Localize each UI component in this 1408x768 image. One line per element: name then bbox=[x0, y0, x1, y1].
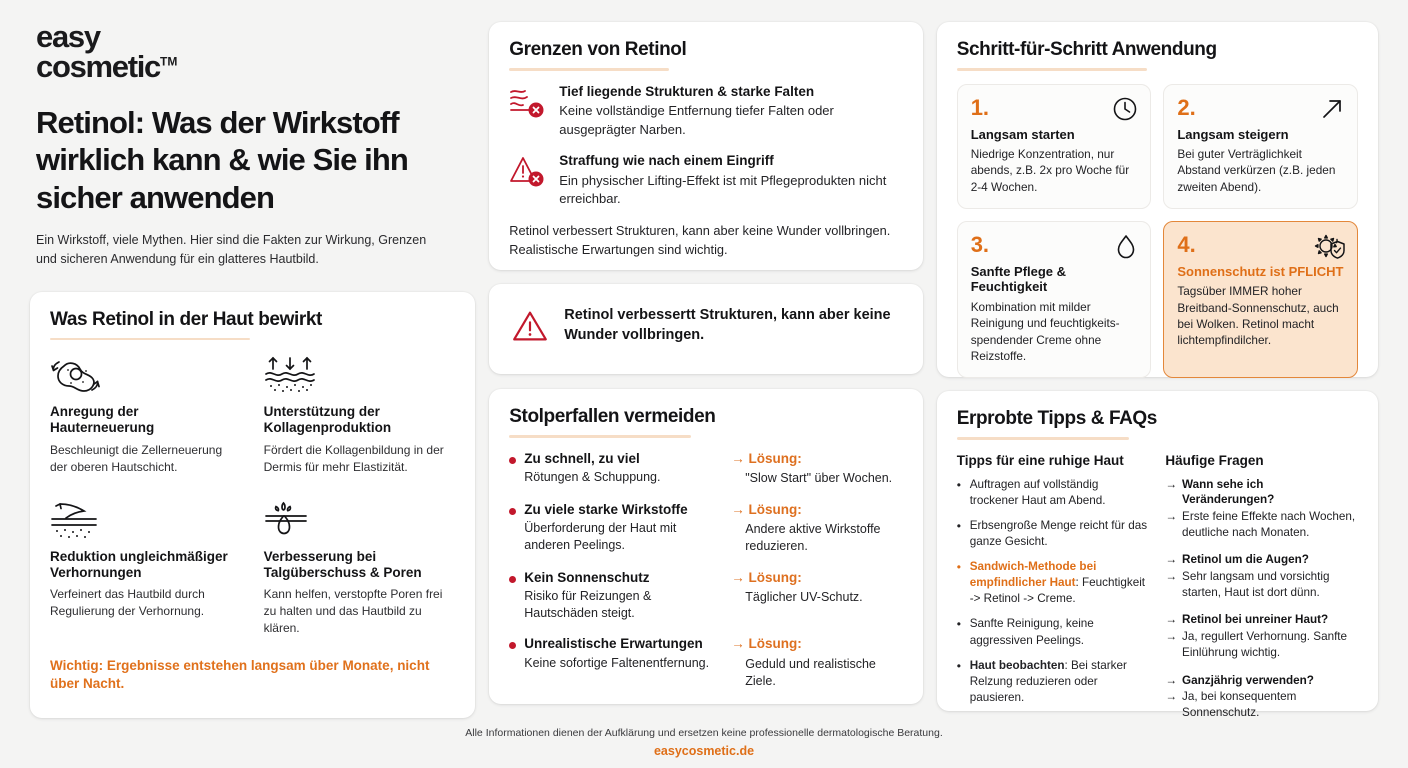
bullet-dot: • bbox=[956, 617, 961, 632]
pitfall-title: Kein Sonnenschutz bbox=[524, 569, 650, 585]
bullet-dot: • bbox=[956, 477, 961, 492]
sun-shield-icon bbox=[1313, 233, 1345, 261]
step-card-4 bbox=[1163, 221, 1358, 378]
effect-title: Reduktion ungleichmäßiger Verhornungen bbox=[50, 548, 228, 580]
step-desc: Tagsüber IMMER hoher Breitband-Sonnenschutz, auch bei Wolken. Retinol macht lichtempfindilcher. bbox=[1177, 284, 1339, 348]
arrow-right-icon: → bbox=[1165, 613, 1178, 627]
pitfall-desc: Rötungen & Schuppung. bbox=[524, 469, 661, 484]
heading-underline bbox=[957, 68, 1147, 71]
arrow-right-icon: → bbox=[731, 636, 745, 652]
pitfalls-card-heading: Stolperfallen vermeiden bbox=[509, 406, 716, 427]
clock-icon bbox=[1112, 96, 1138, 122]
effect-item bbox=[264, 353, 456, 475]
arrow-right-icon: → bbox=[731, 569, 745, 585]
brand-wordmark bbox=[30, 19, 475, 84]
brand-line-1: easy bbox=[36, 19, 100, 54]
step-title: Sonnenschutz ist PFLICHT bbox=[1177, 263, 1344, 279]
page-title: Retinol: Was der Wirkstoff wirklich kann & wie Sie ihn sicher anwenden bbox=[36, 104, 408, 216]
effect-desc: Fördert die Kollagenbildung in der Dermis für mehr Elastizität. bbox=[263, 442, 444, 474]
page-subtitle: Ein Wirkstoff, viele Mythen. Hier sind die Fakten zur Wirkung, Grenzen und sicheren Anwendung für ein glatteres Hautbild. bbox=[36, 232, 427, 267]
trademark-symbol: TM bbox=[160, 54, 178, 69]
tips-subheading: Tipps für eine ruhige Haut bbox=[956, 452, 1124, 468]
brand-logo bbox=[30, 19, 475, 84]
limit-title: Tief liegende Strukturen & starke Falten bbox=[559, 83, 815, 99]
effect-item bbox=[264, 498, 456, 637]
faq-item bbox=[1165, 477, 1358, 542]
footer bbox=[0, 727, 1408, 758]
faq-subheading: Häufige Fragen bbox=[1165, 452, 1264, 468]
pitfall-title: Unrealistische Erwartungen bbox=[524, 636, 703, 652]
effect-title: Verbesserung bei Talgüberschuss & Poren bbox=[263, 548, 422, 580]
step-desc: Bei guter Verträglichkeit Abstand verkürzen (z.B. jeden zweiten Abend). bbox=[1177, 147, 1336, 194]
faq-question: → Wann sehe ich Veränderungen? bbox=[1165, 477, 1275, 507]
pitfall-row bbox=[509, 502, 902, 555]
heading-underline bbox=[957, 437, 1129, 440]
tip-text: Auftragen auf vollständig trockener Haut am Abend. bbox=[969, 477, 1106, 507]
arrow-right-icon: → bbox=[1165, 510, 1178, 524]
bullet-dot bbox=[509, 457, 516, 464]
skin-texture-icon bbox=[50, 498, 242, 540]
warning-banner-text: Retinol verbessertt Strukturen, kann aber keine Wunder vollbringen. bbox=[564, 307, 891, 343]
effects-card bbox=[30, 292, 475, 718]
collagen-layers-icon bbox=[264, 353, 456, 395]
warning-triangle-icon bbox=[511, 309, 549, 343]
arrow-right-icon: → bbox=[1165, 690, 1178, 704]
tips-faq-card-heading: Erprobte Tipps & FAQs bbox=[956, 408, 1157, 429]
pitfall-row bbox=[509, 451, 902, 487]
steps-card bbox=[937, 22, 1378, 377]
limits-card-heading: Grenzen von Retinol bbox=[509, 39, 687, 60]
tip-item bbox=[957, 477, 1150, 509]
step-title: Langsam starten bbox=[970, 126, 1075, 142]
arrow-up-right-icon bbox=[1319, 96, 1345, 122]
arrow-right-icon: → bbox=[731, 501, 745, 517]
arrow-right-icon: → bbox=[1165, 477, 1178, 491]
effects-important-note: Wichtig: Ergebnisse entstehen langsam über Monate, nicht über Nacht. bbox=[50, 658, 430, 692]
droplet-icon bbox=[1114, 233, 1138, 261]
heading-underline bbox=[509, 68, 669, 71]
pitfall-row bbox=[509, 570, 902, 622]
solution-desc: Täglicher UV-Schutz. bbox=[745, 589, 863, 604]
step-card-1 bbox=[957, 84, 1152, 209]
tip-item-accent bbox=[957, 559, 1150, 607]
solution-desc: "Slow Start" über Wochen. bbox=[745, 470, 893, 485]
step-card-2 bbox=[1163, 84, 1358, 209]
faq-answer: → Ja, bei konsequentem Sonnenschutz. bbox=[1165, 689, 1358, 721]
effect-item bbox=[50, 498, 242, 637]
arrow-right-icon: → bbox=[731, 450, 745, 466]
tip-item bbox=[957, 616, 1150, 648]
effect-title: Anregung der Hauterneuerung bbox=[50, 404, 155, 436]
tip-text bbox=[970, 559, 1150, 607]
solution-desc: Andere aktive Wirkstoffe reduzieren. bbox=[745, 521, 881, 553]
effect-title: Unterstützung der Kollagenproduktion bbox=[263, 404, 392, 436]
step-number: 3. bbox=[970, 231, 990, 257]
tips-column bbox=[957, 453, 1150, 733]
bullet-dot bbox=[509, 642, 516, 649]
solution-label: → Lösung: bbox=[731, 450, 802, 466]
faq-answer: → Ja, regullert Verhornung. Sanfte Einlührung wichtig. bbox=[1165, 629, 1358, 661]
effect-desc: Kann helfen, verstopfte Poren frei zu halten und das Hautbild zu klären. bbox=[263, 587, 443, 636]
warning-banner-card bbox=[489, 284, 922, 374]
steps-card-heading: Schritt-für-Schritt Anwendung bbox=[956, 39, 1217, 60]
footer-website[interactable]: easycosmetic.de bbox=[653, 744, 755, 758]
faq-answer: → Sehr langsam und vorsichtig starten, Haut ist dort dünn. bbox=[1165, 569, 1358, 601]
step-card-3 bbox=[957, 221, 1152, 378]
brand-line-2: cosmetic™ bbox=[36, 48, 178, 84]
solution-desc: Geduld und realistische Ziele. bbox=[745, 656, 876, 688]
step-desc: Kombination mit milder Reinigung und feuchtigkeits-spendender Creme ohne Reizstoffe. bbox=[970, 300, 1120, 363]
faq-item bbox=[1165, 612, 1358, 661]
limit-title: Straffung wie nach einem Eingriff bbox=[559, 152, 774, 168]
limit-desc: Ein physischer Lifting-Effekt ist mit Pflegeprodukten nicht erreichbar. bbox=[559, 172, 887, 206]
solution-label: → Lösung: bbox=[731, 636, 802, 652]
faq-item bbox=[1165, 673, 1358, 722]
tip-text: Sanfte Reinigung, keine aggressiven Peelings. bbox=[969, 617, 1094, 647]
step-title: Langsam steigern bbox=[1177, 126, 1289, 142]
arrow-right-icon: → bbox=[1165, 570, 1178, 584]
right-column bbox=[937, 22, 1378, 718]
tip-item bbox=[957, 518, 1150, 550]
pitfall-desc: Risiko für Reizungen & Hautschäden steigt. bbox=[524, 588, 652, 620]
arrow-right-icon: → bbox=[1165, 673, 1178, 687]
effect-item bbox=[50, 353, 242, 475]
faq-item bbox=[1165, 552, 1358, 601]
bullet-dot: • bbox=[956, 518, 961, 533]
effect-desc: Beschleunigt die Zellerneuerung der oberen Hautschicht. bbox=[50, 442, 223, 474]
solution-label: → Lösung: bbox=[731, 501, 802, 517]
bullet-dot bbox=[509, 508, 516, 515]
limits-card bbox=[489, 22, 922, 270]
solution-label: → Lösung: bbox=[731, 569, 802, 585]
step-number: 4. bbox=[1177, 231, 1196, 257]
limit-item bbox=[509, 84, 902, 139]
arrow-right-icon: → bbox=[1165, 630, 1178, 644]
arrow-right-icon: → bbox=[1165, 553, 1178, 567]
step-title: Sanfte Pflege & Feuchtigkeit bbox=[970, 263, 1067, 295]
tip-text bbox=[970, 658, 1150, 706]
pitfalls-card bbox=[489, 389, 922, 704]
cell-renewal-icon bbox=[50, 353, 242, 395]
limit-item bbox=[509, 153, 902, 208]
pitfall-desc: Überforderung der Haut mit anderen Peelings. bbox=[524, 520, 677, 552]
left-column bbox=[30, 19, 475, 718]
pitfall-row bbox=[509, 636, 902, 689]
faq-question: → Retinol um die Augen? bbox=[1165, 553, 1309, 567]
tip-rest: : Feuchtigkeit -> Retinol -> Creme. bbox=[969, 576, 1146, 606]
warning-cross-icon bbox=[509, 153, 547, 208]
bullet-dot: • bbox=[956, 560, 961, 575]
pore-sebum-icon bbox=[264, 498, 456, 540]
bullet-dot: • bbox=[956, 658, 961, 673]
effects-card-heading: Was Retinol in der Haut bewirkt bbox=[50, 308, 322, 330]
tip-text: Erbsengroße Menge reicht für das ganze Gesicht. bbox=[969, 518, 1148, 548]
faq-answer: → Erste feine Effekte nach Wochen, deutliche nach Monaten. bbox=[1165, 509, 1358, 541]
tip-item bbox=[957, 658, 1150, 706]
heading-underline bbox=[50, 338, 250, 341]
heading-underline bbox=[509, 435, 691, 438]
effect-desc: Verfeinert das Hautbild durch Regulierung der Verhornung. bbox=[50, 587, 205, 619]
faq-question: → Ganzjährig verwenden? bbox=[1165, 673, 1314, 687]
limits-footnote: Retinol verbessert Strukturen, kann aber keine Wunder vollbringen. Realistische Erwartungen sind wichtig. bbox=[509, 223, 891, 257]
faq-question: → Retinol bei unreiner Haut? bbox=[1165, 613, 1329, 627]
step-number: 2. bbox=[1177, 94, 1196, 120]
pitfall-title: Zu schnell, zu viel bbox=[524, 450, 640, 466]
pitfall-desc: Keine sofortige Faltenentfernung. bbox=[524, 655, 710, 670]
step-number: 1. bbox=[970, 94, 990, 120]
tip-lead-accent: Sandwich-Methode bei empfindlicher Haut bbox=[969, 560, 1097, 590]
bullet-dot bbox=[509, 576, 516, 583]
footer-disclaimer: Alle Informationen dienen der Aufklärung und ersetzen keine professionelle dermatologische Beratung. bbox=[465, 727, 943, 739]
limit-desc: Keine vollständige Entfernung tiefer Falten oder ausgeprägter Narben. bbox=[559, 103, 834, 137]
faq-column bbox=[1165, 453, 1358, 733]
tip-rest: : Bei starker Relzung reduzieren oder pausieren. bbox=[969, 658, 1127, 705]
pitfall-title: Zu viele starke Wirkstoffe bbox=[524, 501, 688, 517]
middle-column bbox=[489, 22, 922, 718]
steps-grid bbox=[957, 84, 1358, 379]
tip-lead-bold: Haut beobachten bbox=[969, 658, 1065, 672]
effects-grid bbox=[50, 353, 455, 637]
wrinkle-cross-icon bbox=[509, 84, 547, 139]
step-desc: Niedrige Konzentration, nur abends, z.B. 2x pro Woche für 2-4 Wochen. bbox=[970, 147, 1130, 194]
tips-faq-columns bbox=[957, 453, 1358, 733]
tips-faq-card bbox=[937, 391, 1378, 720]
